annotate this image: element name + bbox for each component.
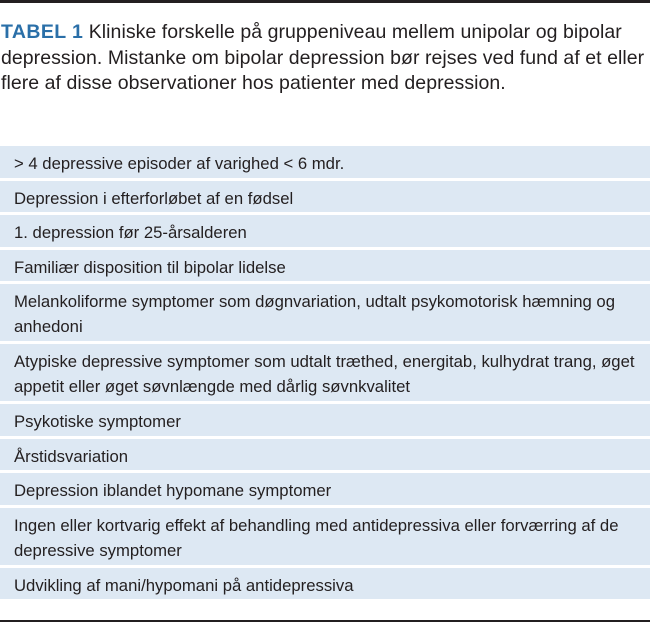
table-row: Depression i efterforløbet af en fødsel (0, 181, 650, 216)
table-row: Udvikling af mani/hypomani på antidepressiva (0, 568, 650, 603)
top-rule (0, 0, 650, 3)
table-row: Familiær disposition til bipolar lidelse (0, 250, 650, 285)
table-row: > 4 depressive episoder af varighed < 6 mdr. (0, 146, 650, 181)
table-label: TABEL 1 (1, 21, 84, 43)
table-caption (1, 20, 646, 97)
bottom-rule (0, 620, 650, 622)
table-caption-text: Kliniske forskelle på gruppeniveau mellem unipolar og bipolar depression. Mistanke om bipolar depression bør rejses ved fund af et eller flere af disse observationer hos patienter med depression. (1, 21, 645, 94)
table-row: Årstidsvariation (0, 439, 650, 474)
table-body (0, 146, 650, 602)
table-row: Depression iblandet hypomane symptomer (0, 473, 650, 508)
table-row: Atypiske depressive symptomer som udtalt træthed, energitab, kulhydrat trang, øget appetit eller øget søvnlængde med dårlig søvnkvalitet (0, 344, 650, 404)
table-row: Melankoliforme symptomer som døgnvariation, udtalt psykomotorisk hæmning og anhedoni (0, 284, 650, 344)
table-row: Ingen eller kortvarig effekt af behandling med antidepressiva eller forværring af de depressive symptomer (0, 508, 650, 568)
table-row: Psykotiske symptomer (0, 404, 650, 439)
table-row: 1. depression før 25-årsalderen (0, 215, 650, 250)
